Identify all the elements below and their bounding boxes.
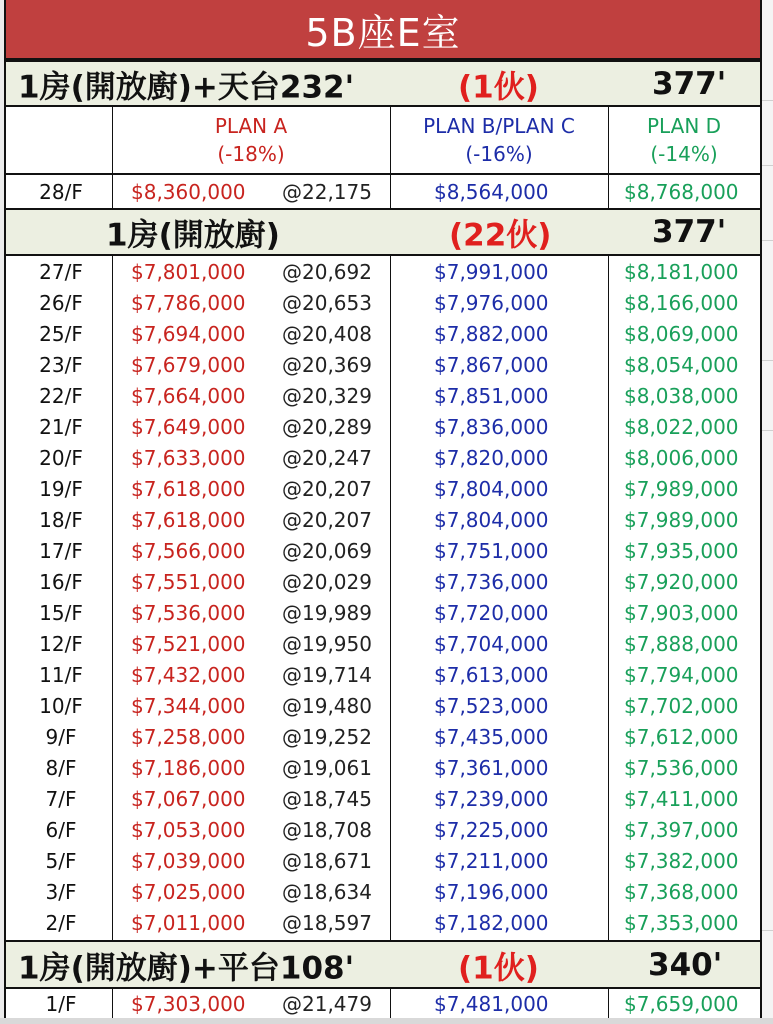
plan-a-price: $7,694,000 [131,322,246,346]
gutter-line [762,360,773,361]
table-row [6,908,760,939]
plan-a-price: $7,344,000 [131,694,246,718]
section-area: 377' [652,65,727,102]
plan-d-price: $7,368,000 [624,880,739,904]
unit-price: @20,247 [282,446,372,470]
floor-cell: 6/F [45,818,77,842]
floor-cell: 16/F [39,570,83,594]
unit-price: @21,479 [282,992,372,1016]
plan-a-price: $7,258,000 [131,725,246,749]
floor-cell: 28/F [39,180,83,204]
unit-price: @19,950 [282,632,372,656]
table-row [6,815,760,846]
table-row [6,505,760,536]
section-units: (1伙) [458,69,539,105]
unit-price: @19,989 [282,601,372,625]
plan-b-price: $7,976,000 [434,291,549,315]
plan-d-header [608,107,760,173]
floor-cell: 21/F [39,415,83,439]
column-divider [390,256,391,940]
table-row [6,660,760,691]
plan-a-price: $7,649,000 [131,415,246,439]
plan-b-price: $7,481,000 [434,992,549,1016]
plan-d-price: $8,166,000 [624,291,739,315]
table-row [6,989,760,1020]
plan-d-price: $7,702,000 [624,694,739,718]
unit-price: @20,207 [282,508,372,532]
plan-d-price: $8,006,000 [624,446,739,470]
unit-price: @18,671 [282,849,372,873]
unit-price: @20,692 [282,260,372,284]
plan-d-price: $7,612,000 [624,725,739,749]
plan-a-price: $7,432,000 [131,663,246,687]
table-row [6,288,760,319]
plan-d-price: $8,181,000 [624,260,739,284]
section-header-roof [6,60,760,107]
unit-price: @20,289 [282,415,372,439]
price-list-sheet [4,0,762,1024]
floor-cell: 1/F [45,992,77,1016]
floor-cell: 18/F [39,508,83,532]
floor-cell: 2/F [45,911,77,935]
plan-b-price: $7,804,000 [434,508,549,532]
plan-a-price: $7,025,000 [131,880,246,904]
plan-b-price: $7,751,000 [434,539,549,563]
plan-a-price: $7,633,000 [131,446,246,470]
unit-price: @20,653 [282,291,372,315]
section-header-terrace [6,940,760,989]
plan-d-price: $8,768,000 [624,180,739,204]
section-type: 1房(開放廚)+天台232' [18,69,355,105]
plan-d-price: $7,536,000 [624,756,739,780]
floor-cell: 23/F [39,353,83,377]
plan-d-price: $7,935,000 [624,539,739,563]
plan-a-price: $7,801,000 [131,260,246,284]
unit-price: @19,714 [282,663,372,687]
plan-a-price: $7,566,000 [131,539,246,563]
plan-d-price: $7,888,000 [624,632,739,656]
floor-cell: 17/F [39,539,83,563]
plan-a-price: $7,536,000 [131,601,246,625]
unit-price: @19,061 [282,756,372,780]
plan-b-price: $7,851,000 [434,384,549,408]
plan-b-price: $7,720,000 [434,601,549,625]
column-divider [112,256,113,940]
plan-b-price: $7,991,000 [434,260,549,284]
plan-d-price: $8,069,000 [624,322,739,346]
plan-a-price: $7,053,000 [131,818,246,842]
plan-a-discount: (-18%) [217,142,285,166]
plan-a-price: $7,786,000 [131,291,246,315]
floor-cell: 12/F [39,632,83,656]
plan-b-price: $7,882,000 [434,322,549,346]
table-row [6,474,760,505]
table-row [6,177,760,208]
plan-a-price: $7,039,000 [131,849,246,873]
table-row [6,567,760,598]
plan-a-price: $7,618,000 [131,477,246,501]
plan-b-price: $7,239,000 [434,787,549,811]
floor-cell: 26/F [39,291,83,315]
page-title: 5B座E室 [6,0,760,60]
floor-cell: 5/F [45,849,77,873]
plan-a-header [112,107,390,173]
table-row [6,722,760,753]
floor-cell: 10/F [39,694,83,718]
plan-a-price: $7,011,000 [131,911,246,935]
unit-price: @20,369 [282,353,372,377]
plan-b-price: $7,867,000 [434,353,549,377]
section-units: (22伙) [449,217,552,254]
table-row [6,846,760,877]
plan-b-price: $7,613,000 [434,663,549,687]
unit-price: @18,634 [282,880,372,904]
plan-b-price: $7,820,000 [434,446,549,470]
plan-d-price: $7,411,000 [624,787,739,811]
plan-d-discount: (-14%) [650,142,718,166]
floor-cell: 3/F [45,880,77,904]
plan-a-name: PLAN A [214,114,288,138]
table-row [6,691,760,722]
plan-b-price: $7,182,000 [434,911,549,935]
floor-cell: 25/F [39,322,83,346]
plan-a-price: $7,664,000 [131,384,246,408]
section-units: (1伙) [458,950,539,986]
section-area: 377' [652,214,727,250]
plan-d-price: $7,903,000 [624,601,739,625]
unit-price: @18,708 [282,818,372,842]
gutter-line [762,165,773,166]
plan-a-price: $7,618,000 [131,508,246,532]
plan-b-price: $7,704,000 [434,632,549,656]
plan-header-row [6,107,760,175]
unit-price: @19,480 [282,694,372,718]
table-row [6,536,760,567]
plan-b-price: $7,836,000 [434,415,549,439]
plan-b-price: $7,211,000 [434,849,549,873]
unit-price: @20,408 [282,322,372,346]
plan-a-price: $8,360,000 [131,180,246,204]
plan-b-discount: (-16%) [465,142,533,166]
plan-b-price: $7,736,000 [434,570,549,594]
floor-cell: 27/F [39,260,83,284]
table-row [6,381,760,412]
section-type: 1房(開放廚) [106,217,280,254]
unit-price: @19,252 [282,725,372,749]
unit-price: @20,329 [282,384,372,408]
column-divider [608,107,609,208]
column-divider [390,107,391,208]
plan-d-price: $7,989,000 [624,508,739,532]
plan-b-price: $8,564,000 [434,180,549,204]
plan-d-price: $8,022,000 [624,415,739,439]
floor-cell: 11/F [39,663,83,687]
section-area: 340' [648,946,723,983]
plan-d-price: $8,054,000 [624,353,739,377]
unit-price: @18,745 [282,787,372,811]
plan-d-price: $7,659,000 [624,992,739,1016]
plan-a-price: $7,521,000 [131,632,246,656]
table-row [6,629,760,660]
plan-a-price: $7,303,000 [131,992,246,1016]
gutter-line [762,240,773,241]
table-row [6,443,760,474]
floor-cell: 20/F [39,446,83,470]
plan-b-price: $7,804,000 [434,477,549,501]
plan-a-price: $7,679,000 [131,353,246,377]
bottom-edge [0,1018,773,1024]
unit-price: @20,069 [282,539,372,563]
plan-d-price: $7,920,000 [624,570,739,594]
unit-price: @20,029 [282,570,372,594]
plan-a-price: $7,186,000 [131,756,246,780]
floor-cell: 9/F [45,725,77,749]
column-divider [112,107,113,208]
gutter-line [762,100,773,101]
plan-a-price: $7,067,000 [131,787,246,811]
floor-cell: 8/F [45,756,77,780]
table-row [6,598,760,629]
plan-d-price: $7,382,000 [624,849,739,873]
table-row [6,877,760,908]
section-header-standard [6,208,760,256]
plan-d-price: $8,038,000 [624,384,739,408]
unit-price: @18,597 [282,911,372,935]
table-row [6,753,760,784]
plan-b-header [390,107,608,173]
plan-b-price: $7,196,000 [434,880,549,904]
unit-price: @20,207 [282,477,372,501]
floor-cell: 7/F [45,787,77,811]
floor-cell: 15/F [39,601,83,625]
table-row [6,257,760,288]
table-row [6,350,760,381]
gutter-line [762,430,773,431]
plan-d-price: $7,353,000 [624,911,739,935]
table-row [6,319,760,350]
table-row [6,412,760,443]
plan-b-price: $7,523,000 [434,694,549,718]
plan-b-price: $7,225,000 [434,818,549,842]
unit-price: @22,175 [282,180,372,204]
column-divider [608,256,609,940]
plan-b-price: $7,435,000 [434,725,549,749]
gutter-line [762,930,773,931]
floor-cell: 19/F [39,477,83,501]
plan-d-name: PLAN D [646,114,722,138]
scroll-gutter [762,0,773,1024]
section-type: 1房(開放廚)+平台108' [18,950,355,986]
floor-cell: 22/F [39,384,83,408]
plan-d-price: $7,397,000 [624,818,739,842]
plan-b-name: PLAN B/PLAN C [423,114,575,138]
plan-a-price: $7,551,000 [131,570,246,594]
plan-b-price: $7,361,000 [434,756,549,780]
plan-d-price: $7,989,000 [624,477,739,501]
table-row [6,784,760,815]
plan-d-price: $7,794,000 [624,663,739,687]
